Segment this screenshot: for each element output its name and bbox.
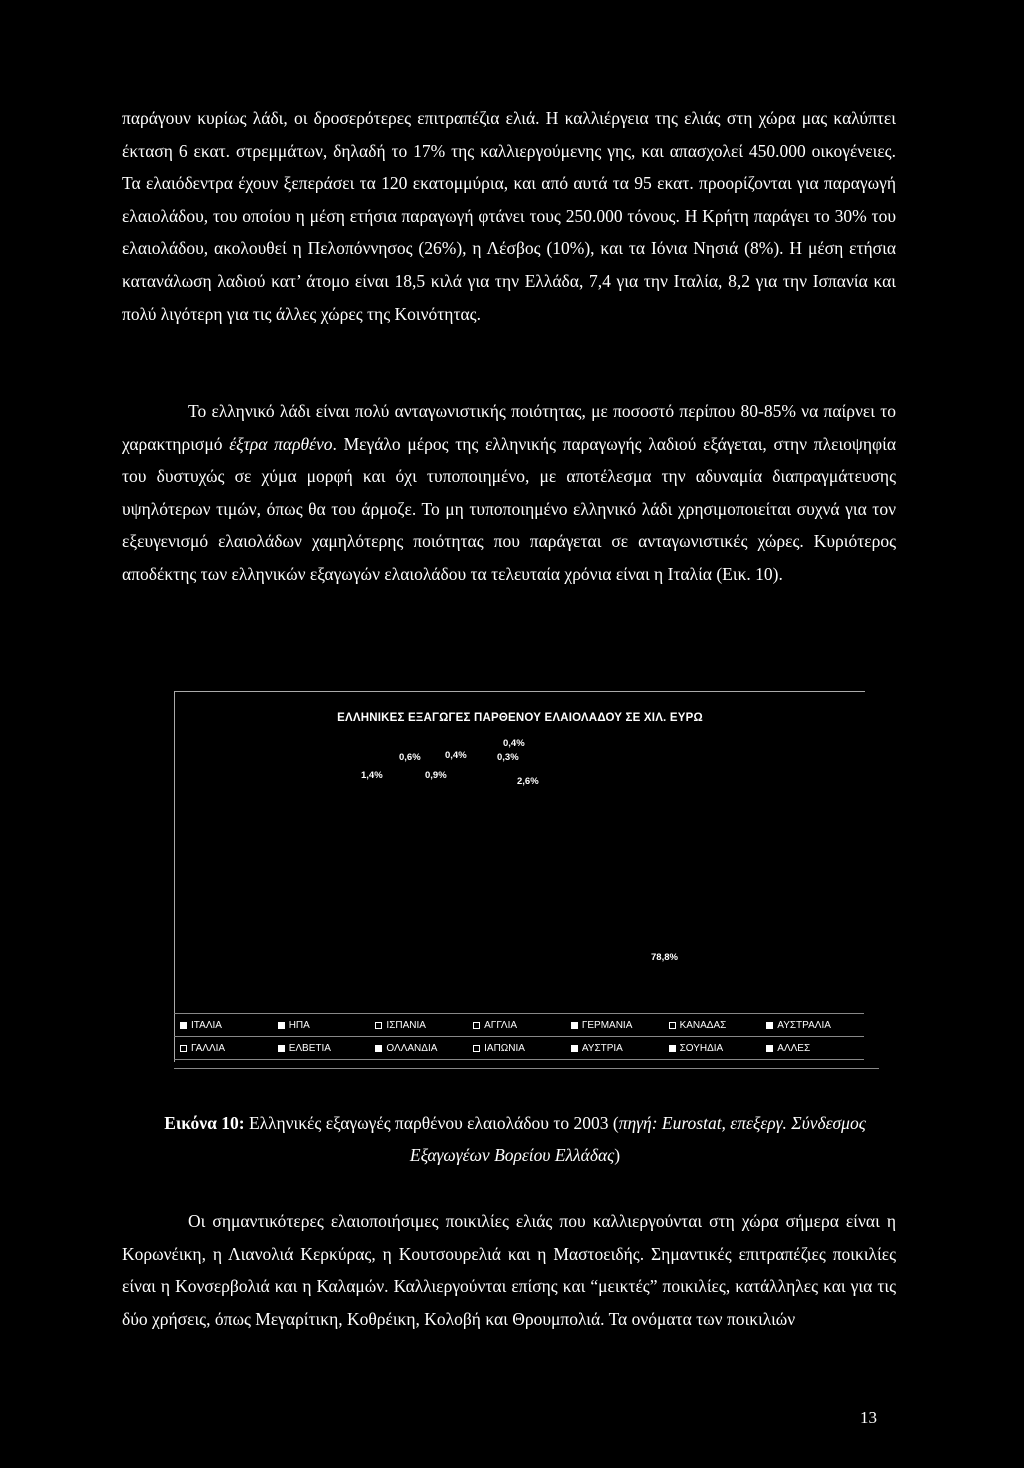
slice-label: 0,4% — [445, 750, 467, 761]
legend-label: ΑΓΓΛΙΑ — [484, 1019, 518, 1031]
legend-swatch — [766, 1022, 773, 1029]
legend-label: ΑΥΣΤΡΙΑ — [581, 1042, 623, 1054]
legend-swatch — [571, 1045, 578, 1052]
legend-label: ΑΥΣΤΡΑΛΙΑ — [777, 1019, 831, 1031]
legend-row — [174, 1014, 864, 1036]
legend-item — [669, 1043, 767, 1054]
paragraph-2-text-end: . Μεγάλο μέρος της ελληνικής παραγωγής λαδιού εξάγεται, στην πλειοψηφία του δυστυχώς σε χύμα μορφή και όχι τυποποιημένο, με αποτέλεσμα την αδυναμία διαπραγμάτευσης υψηλότερων τιμών, όπως θα του άρμοζε. Το μη τυποποιημένο ελληνικό λάδι χρησιμοποιείται συχνά για τον εξευγενισμό ελαιολάδων χαμηλότερης ποιότητας που παράγεται σε ανταγωνιστικές χώρες. Κυριότερος αποδέκτης των ελληνικών εξαγωγών ελαιολάδου τα τελευταία χρόνια είναι η Ιταλία (Εικ. 10). — [122, 433, 896, 584]
legend-swatch — [669, 1022, 676, 1029]
legend-swatch — [375, 1045, 382, 1052]
legend-swatch — [180, 1022, 187, 1029]
slice-label: 0,9% — [425, 770, 447, 781]
legend-label: ΚΑΝΑΔΑΣ — [679, 1019, 727, 1031]
chart-legend — [174, 1013, 864, 1060]
legend-item — [278, 1043, 376, 1054]
legend-swatch — [278, 1045, 285, 1052]
legend-swatch — [278, 1022, 285, 1029]
slice-label: 0,3% — [497, 752, 519, 763]
legend-label: ΙΤΑΛΙΑ — [191, 1019, 222, 1031]
legend-item — [375, 1043, 473, 1054]
legend-label: ΓΑΛΛΙΑ — [191, 1042, 226, 1054]
legend-item — [180, 1043, 278, 1054]
legend-label: ΓΕΡΜΑΝΙΑ — [581, 1019, 633, 1031]
legend-item — [375, 1020, 473, 1031]
legend-label: ΕΛΒΕΤΙΑ — [288, 1042, 331, 1054]
legend-label: ΑΛΛΕΣ — [777, 1042, 811, 1054]
caption-source-label: πηγή: — [618, 1113, 658, 1133]
slice-label: 0,6% — [399, 752, 421, 763]
legend-swatch — [473, 1022, 480, 1029]
legend-item — [473, 1020, 571, 1031]
legend-swatch — [180, 1045, 187, 1052]
legend-row — [174, 1036, 864, 1059]
caption-close: ) — [614, 1145, 621, 1165]
paragraph-2-italic: έξτρα παρθένο — [229, 433, 333, 454]
paragraph-2 — [122, 395, 896, 591]
pie-chart — [174, 691, 865, 1062]
legend-label: ΟΛΛΑΝΔΙΑ — [386, 1042, 438, 1054]
legend-item — [571, 1043, 669, 1054]
caption-label: Εικόνα 10: — [164, 1113, 245, 1133]
legend-swatch — [571, 1022, 578, 1029]
legend-item — [571, 1020, 669, 1031]
page-number: 13 — [860, 1408, 877, 1427]
legend-swatch — [766, 1045, 773, 1052]
legend-item — [766, 1043, 864, 1054]
paragraph-1: παράγουν κυρίως λάδι, οι δροσερότερες επιτραπέζια ελιά. Η καλλιέργεια της ελιάς στη χώρα μας καλύπτει έκταση 6 εκατ. στρεμμάτων, δηλαδή το 17% της καλλιεργούμενης γης, και απασχολεί 450.000 οικογένειες. Τα ελαιόδεντρα έχουν ξεπεράσει τα 120 εκατομμύρια, και από αυτά τα 95 εκατ. προορίζονται για παραγωγή ελαιολάδου, του οποίου η μέση ετήσια παραγωγή φτάνει τους 250.000 τόνους. Η Κρήτη παράγει το 30% του ελαιολάδου, ακολουθεί η Πελοπόννησος (26%), η Λέσβος (10%), και τα Ιόνια Νησιά (8%). Η μέση ετήσια κατανάλωση λαδιού κατ’ άτομο είναι 18,5 κιλά για την Ελλάδα, 7,4 για την Ιταλία, 8,2 για την Ισπανία και πολύ λιγότερη για τις άλλες χώρες της Κοινότητας. — [122, 108, 896, 324]
paragraph-2-text-start: Το ελληνικό λάδι είναι πολύ ανταγωνιστικής ποιότητας, με ποσοστό περίπου 80-85% να παίρνει το χαρακτηρισμό — [122, 401, 896, 454]
legend-swatch — [473, 1045, 480, 1052]
legend-swatch — [669, 1045, 676, 1052]
slice-label: 78,8% — [651, 952, 678, 963]
chart-title: ΕΛΛΗΝΙΚΕΣ ΕΞΑΓΩΓΕΣ ΠΑΡΘΕΝΟΥ ΕΛΑΙΟΛΑΔΟΥ ΣΕ ΧΙΛ. ΕΥΡΩ — [337, 712, 703, 724]
legend-item — [669, 1020, 767, 1031]
chart-bottom-rule — [174, 1068, 879, 1069]
legend-item — [180, 1020, 278, 1031]
legend-label: ΣΟΥΗΔΙΑ — [679, 1042, 724, 1054]
legend-label: ΗΠΑ — [288, 1019, 310, 1031]
legend-label: ΙΣΠΑΝΙΑ — [386, 1019, 426, 1031]
slice-label: 2,6% — [517, 776, 539, 787]
legend-swatch — [375, 1022, 382, 1029]
caption-text: Ελληνικές εξαγωγές παρθένου ελαιολάδου το 2003 ( — [244, 1113, 619, 1133]
caption-source: Eurostat, επεξεργ. Σύνδεσμος Εξαγωγέων Βορείου Ελλάδας — [409, 1113, 866, 1165]
slice-label: 1,4% — [361, 770, 383, 781]
slice-label: 0,4% — [503, 738, 525, 749]
figure-caption — [150, 1107, 880, 1171]
legend-label: ΙΑΠΩΝΙΑ — [484, 1042, 525, 1054]
legend-item — [473, 1043, 571, 1054]
paragraph-3: Οι σημαντικότερες ελαιοποιήσιμες ποικιλίες ελιάς που καλλιεργούνται στη χώρα σήμερα είναι η Κορωνέικη, η Λιανολιά Κερκύρας, η Κουτσουρελιά και η Μαστοειδής. Σημαντικές επιτραπέζιες ποικιλίες είναι η Κονσερβολιά και η Καλαμών. Καλλιεργούνται επίσης και “μεικτές” ποικιλίες, κατάλληλες και για τις δύο χρήσεις, όπως Μεγαρίτικη, Κοθρέικη, Κολοβή και Θρουμπολιά. Τα ονόματα των ποικιλιών — [122, 1211, 896, 1329]
legend-item — [766, 1020, 864, 1031]
legend-item — [278, 1020, 376, 1031]
